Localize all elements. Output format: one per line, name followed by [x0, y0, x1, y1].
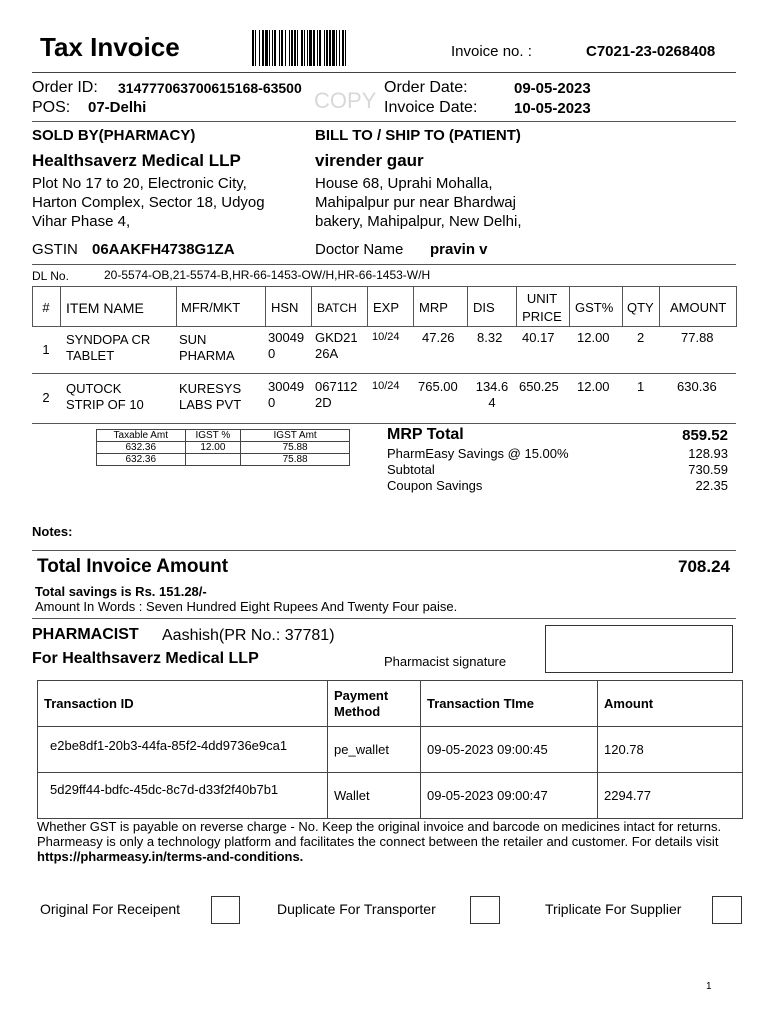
table-row-mfr: KURESYS LABS PVT [179, 381, 242, 412]
barcode-bar [259, 30, 260, 66]
table-row-batch: 067112 2D [315, 379, 358, 410]
txn-cell-id: e2be8df1-20b3-44fa-85f2-4dd9736e9ca1 [38, 727, 328, 773]
copy-triplicate-checkbox[interactable] [712, 896, 742, 924]
barcode-bar [326, 30, 328, 66]
divider [32, 264, 736, 265]
doctor-name: pravin v [430, 241, 488, 258]
col-header-unit-price: UNIT PRICE [522, 291, 562, 324]
col-header-mfr: MFR/MKT [181, 300, 241, 315]
txn-cell-time: 09-05-2023 09:00:45 [421, 727, 598, 773]
coupon-value: 22.35 [695, 478, 728, 493]
barcode-bar [281, 30, 283, 66]
table-row-qty: 2 [637, 330, 645, 345]
notes-label: Notes: [32, 524, 73, 539]
divider [32, 72, 736, 73]
txn-cell-time: 09-05-2023 09:00:47 [421, 773, 598, 819]
table-row-batch: GKD21 26A [315, 330, 358, 361]
barcode-bar [329, 30, 331, 66]
divider [32, 121, 736, 122]
barcode-bar [285, 30, 286, 66]
tax-cell: 12.00 [185, 442, 241, 454]
txn-header: Amount [598, 681, 743, 727]
tax-cell: 632.36 [97, 454, 186, 466]
col-header-item: ITEM NAME [66, 300, 144, 316]
tax-cell: 75.88 [241, 442, 350, 454]
invoice-no: C7021-23-0268408 [586, 43, 716, 60]
tax-cell: 632.36 [97, 442, 186, 454]
terms-link[interactable]: https://pharmeasy.in/terms-and-conditions. [37, 849, 304, 864]
txn-cell-method: pe_wallet [328, 727, 421, 773]
barcode-icon [250, 30, 420, 68]
barcode-bar [317, 30, 318, 66]
invoice-title: Tax Invoice [40, 32, 180, 62]
coupon-label: Coupon Savings [387, 478, 483, 493]
barcode-bar [309, 30, 312, 66]
barcode-bar [336, 30, 337, 66]
amount-in-words: Amount In Words : Seven Hundred Eight Rupees And Twenty Four paise. [35, 599, 458, 614]
barcode-bar [307, 30, 308, 66]
barcode-bar [279, 30, 280, 66]
table-row-hsn: 30049 0 [268, 330, 305, 361]
barcode-bar [289, 30, 290, 66]
table-row-num: 2 [42, 390, 50, 405]
total-invoice-label: Total Invoice Amount [37, 556, 229, 577]
col-header-exp: EXP [373, 300, 400, 315]
col-header-qty: QTY [627, 300, 654, 315]
table-row-mfr: SUN PHARMA [179, 332, 235, 363]
seller-heading: SOLD BY(PHARMACY) [32, 127, 196, 144]
copy-duplicate-label: Duplicate For Transporter [277, 901, 436, 917]
txn-cell-method: Wallet [328, 773, 421, 819]
tax-cell: 75.88 [241, 454, 350, 466]
table-divider [413, 286, 414, 327]
col-header-gst: GST% [575, 300, 614, 315]
pharmacist-label: PHARMACIST [32, 626, 139, 643]
buyer-heading: BILL TO / SHIP TO (PATIENT) [315, 127, 521, 144]
order-date: 09-05-2023 [514, 80, 591, 97]
barcode-bar [324, 30, 325, 66]
table-divider [736, 286, 737, 327]
table-row-amount: 77.88 [681, 330, 714, 345]
table-row-unit-price: 40.17 [522, 330, 555, 345]
barcode-bar [339, 30, 340, 66]
table-row-exp: 10/24 [372, 331, 400, 343]
txn-header: Transaction ID [38, 681, 328, 727]
barcode-bar [265, 30, 268, 66]
footer-disclaimer: Whether GST is payable on reverse charge - No. Keep the original invoice and barcode on medicines intact for returns. Pharmeasy is only a technology platform and facilitates the connect between the retailer and customer. For details visit https://pharmeasy.in/terms-and-conditions. [37, 819, 722, 864]
copy-original-checkbox[interactable] [211, 896, 240, 924]
invoice-no-label: Invoice no. : [451, 43, 532, 60]
txn-header: Payment Method [328, 681, 421, 727]
barcode-bar [319, 30, 321, 66]
pos-value: 07-Delhi [88, 99, 147, 116]
table-divider [622, 286, 623, 327]
barcode-bar [304, 30, 305, 66]
total-invoice-amount: 708.24 [678, 557, 730, 576]
barcode-bar [291, 30, 293, 66]
col-header-hsn: HSN [271, 300, 299, 315]
seller-address: Plot No 17 to 20, Electronic City, Harton Complex, Sector 18, Udyog Vihar Phase 4, [32, 175, 265, 230]
mrp-total: 859.52 [682, 427, 728, 444]
table-row-gst: 12.00 [577, 330, 610, 345]
txn-header: Transaction TIme [421, 681, 598, 727]
tax-header: IGST % [185, 430, 241, 442]
copy-watermark: COPY [314, 88, 377, 113]
buyer-address: House 68, Uprahi Mohalla, Mahipalpur pur near Bhardwaj bakery, Mahipalpur, New Delhi, [315, 175, 522, 230]
divider [32, 373, 736, 374]
gstin-label: GSTIN [32, 241, 78, 258]
barcode-bar [252, 30, 254, 66]
pos-label: POS: [32, 99, 71, 116]
table-row-qty: 1 [637, 379, 645, 394]
subtotal-value: 730.59 [688, 462, 728, 477]
table-row-gst: 12.00 [577, 379, 610, 394]
gstin-value: 06AAKFH4738G1ZA [92, 241, 235, 258]
for-pharmacy-label: For Healthsaverz Medical LLP [32, 650, 259, 667]
divider [32, 550, 736, 551]
signature-box [545, 625, 733, 673]
tax-summary-table [96, 429, 350, 466]
barcode-bar [294, 30, 296, 66]
col-header-amount: AMOUNT [670, 300, 727, 315]
seller-name: Healthsaverz Medical LLP [32, 151, 241, 170]
doctor-label: Doctor Name [315, 241, 404, 258]
dl-label: DL No. [32, 269, 69, 283]
txn-cell-amount: 120.78 [598, 727, 743, 773]
table-divider [311, 286, 312, 327]
page-number: 1 [706, 981, 712, 992]
pharmacist-name: Aashish(PR No.: 37781) [162, 627, 335, 644]
table-row-num: 1 [42, 342, 50, 357]
table-divider [659, 286, 660, 327]
tax-header: IGST Amt [241, 430, 350, 442]
barcode-bar [269, 30, 270, 66]
table-row-mrp: 765.00 [418, 379, 458, 394]
divider [32, 423, 736, 424]
barcode-bar [297, 30, 298, 66]
txn-cell-id: 5d29ff44-bdfc-45dc-8c7d-d33f2f40b7b1 [38, 773, 328, 819]
barcode-bar [274, 30, 276, 66]
table-row-hsn: 30049 0 [268, 379, 305, 410]
order-id-label: Order ID: [32, 79, 98, 96]
table-divider [467, 286, 468, 327]
barcode-bar [262, 30, 264, 66]
barcode-bar [255, 30, 256, 66]
barcode-bar [345, 30, 346, 66]
tax-header: Taxable Amt [97, 430, 186, 442]
invoice-date-label: Invoice Date: [384, 99, 478, 116]
table-row-dis: 8.32 [477, 330, 503, 345]
table-row-mrp: 47.26 [422, 330, 455, 345]
dl-number: 20-5574-OB,21-5574-B,HR-66-1453-OW/H,HR-66-1453-W/H [104, 268, 431, 282]
barcode-bar [272, 30, 273, 66]
table-divider [265, 286, 266, 327]
table-divider [569, 286, 570, 327]
copy-duplicate-checkbox[interactable] [470, 896, 500, 924]
copy-triplicate-label: Triplicate For Supplier [545, 901, 682, 917]
order-id: 314777063700615168-63500 [118, 80, 302, 96]
table-divider [60, 286, 61, 327]
barcode-bar [332, 30, 335, 66]
divider [32, 618, 736, 619]
order-date-label: Order Date: [384, 79, 468, 96]
col-header-batch: BATCH [317, 301, 357, 315]
divider [32, 286, 736, 287]
table-row-exp: 10/24 [372, 380, 400, 392]
buyer-name: virender gaur [315, 151, 424, 170]
col-header-dis: DIS [473, 300, 495, 315]
barcode-bar [313, 30, 315, 66]
table-divider [176, 286, 177, 327]
table-row-amount: 630.36 [677, 379, 717, 394]
divider [32, 326, 736, 327]
transactions-table [37, 680, 743, 819]
txn-cell-amount: 2294.77 [598, 773, 743, 819]
copy-original-label: Original For Receipent [40, 901, 181, 917]
total-savings: Total savings is Rs. 151.28/- [35, 584, 207, 599]
barcode-bar [342, 30, 344, 66]
table-row-item: QUTOCK STRIP OF 10 [66, 381, 144, 412]
col-header-mrp: MRP [419, 300, 448, 315]
table-divider [367, 286, 368, 327]
barcode-bar [301, 30, 303, 66]
tax-cell [185, 454, 241, 466]
table-row-dis: 134.6 4 [475, 379, 509, 410]
savings-value: 128.93 [688, 446, 728, 461]
mrp-total-label: MRP Total [387, 426, 464, 443]
col-header-num: # [42, 300, 50, 315]
table-row-item: SYNDOPA CR TABLET [66, 332, 151, 363]
invoice-date: 10-05-2023 [514, 100, 591, 117]
subtotal-label: Subtotal [387, 462, 435, 477]
pharmacist-signature-label: Pharmacist signature [384, 654, 507, 669]
savings-label: PharmEasy Savings @ 15.00% [387, 446, 569, 461]
table-row-unit-price: 650.25 [519, 379, 559, 394]
